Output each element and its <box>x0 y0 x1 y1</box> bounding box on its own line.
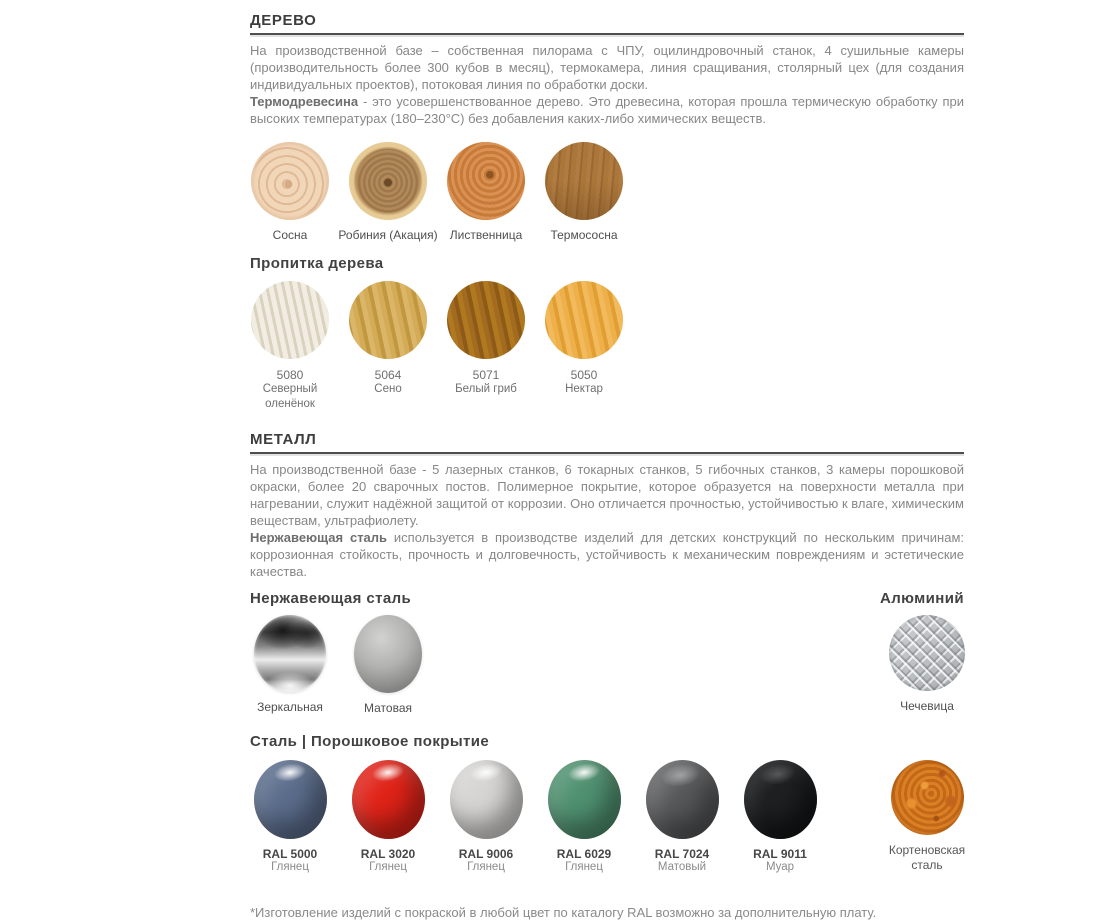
wood-species-thermopine <box>535 142 633 242</box>
impregnation-5071-name: Белый гриб <box>455 383 517 395</box>
impregnation-5064-swatch <box>349 281 427 359</box>
wood-section-rule <box>250 33 964 35</box>
matte-steel-swatch <box>354 615 422 693</box>
impregnation-5071 <box>437 281 535 397</box>
robinia-swatch <box>349 142 427 220</box>
ral-footnote: *Изготовление изделий с покраской в любой цвет по каталогу RAL возможно за дополнительную плату. <box>250 905 877 920</box>
stainless-term: Нержавеющая сталь <box>250 529 388 545</box>
impregnation-5064-name: Сено <box>374 383 402 395</box>
mirror-steel-label: Зеркальная <box>257 699 323 714</box>
ral-7024-finish: Матовый <box>657 860 707 873</box>
metal-paragraph-2-rest: используется в производстве изделий для детских конструкций по нескольким причинам: коррозионная стойкость, прочность и долговечность, устойчивость к механическим повреждениям и эстетические качества. <box>250 529 965 579</box>
wood-species-robinia <box>339 142 437 242</box>
corten-steel-swatch <box>891 760 964 835</box>
thermopine-swatch <box>545 142 623 220</box>
powder-ral-3020 <box>339 760 437 873</box>
powder-title: Сталь | Порошковое покрытие <box>250 732 490 750</box>
thermowood-term: Термодревесина <box>250 94 359 109</box>
wood-section-title: ДЕРЕВО <box>250 12 317 29</box>
diamond-plate-label: Чечевица <box>900 698 954 713</box>
stainless-title: Нержавеющая сталь <box>250 589 412 607</box>
matte-steel-label: Матовая <box>364 700 412 715</box>
powder-ral-5000 <box>241 760 339 873</box>
impregnation-5080-swatch <box>251 281 329 359</box>
wood-species-larch <box>437 142 535 242</box>
impregnation-5080-name: Северный оленёнок <box>262 383 318 410</box>
larch-swatch <box>447 142 525 220</box>
aluminum-title: Алюминий <box>880 589 964 607</box>
pine-label: Сосна <box>272 228 308 242</box>
powder-row <box>241 760 964 874</box>
powder-ral-6029 <box>535 760 633 873</box>
ral-9006-finish: Глянец <box>467 860 505 873</box>
powder-corten <box>878 760 976 874</box>
ral-5000-code: RAL 5000 <box>262 846 318 861</box>
ral-7024-swatch <box>646 760 719 839</box>
impregnation-5064 <box>339 281 437 397</box>
ral-3020-code: RAL 3020 <box>360 846 416 861</box>
impregnation-5071-code: 5071 <box>472 368 500 382</box>
ral-3020-finish: Глянец <box>369 860 407 873</box>
metal-section-title: МЕТАЛЛ <box>250 430 317 448</box>
ral-6029-swatch <box>548 760 621 839</box>
impregnation-5050 <box>535 281 633 397</box>
diamond-plate-swatch <box>889 615 965 691</box>
ral-3020-swatch <box>352 760 425 839</box>
corten-steel-label: Кортеновская сталь <box>888 842 966 873</box>
powder-ral-9006 <box>437 760 535 873</box>
metal-paragraph-1: На производственной базе - 5 лазерных станков, 6 токарных станков, 5 гибочных станков, 3 камеры порошковой окраски, более 20 сварочных постов. Полимерное покрытие, которое образуется на поверхности металла при нагревании, служит надёжной защитой от коррозии. Оно отличается прочностью, устойчивостью к влаге, химическим веществам, ультрафиолету. <box>250 461 964 528</box>
metal-paragraph-2 <box>250 529 964 580</box>
impregnation-5050-swatch <box>545 281 623 359</box>
wood-species-row <box>241 142 964 242</box>
wood-species-pine <box>241 142 339 242</box>
ral-9006-code: RAL 9006 <box>458 846 514 861</box>
wood-paragraph-2 <box>250 93 964 127</box>
wood-intro-text <box>250 42 964 127</box>
impregnation-5080-code: 5080 <box>276 368 304 382</box>
stainless-aluminum-row <box>241 615 964 715</box>
impregnation-row <box>241 281 964 412</box>
content-column <box>250 12 964 920</box>
impregnation-5071-swatch <box>447 281 525 359</box>
ral-7024-code: RAL 7024 <box>654 846 710 861</box>
impregnation-5050-code: 5050 <box>570 368 598 382</box>
larch-label: Лиственница <box>449 228 523 242</box>
metal-finish-headers <box>250 590 964 607</box>
impregnation-title: Пропитка дерева <box>250 255 384 272</box>
ral-9006-swatch <box>450 760 523 839</box>
thermopine-label: Термососна <box>550 228 618 242</box>
stainless-mirror <box>241 615 339 714</box>
ral-9011-code: RAL 9011 <box>753 846 807 861</box>
powder-ral-7024 <box>633 760 731 873</box>
wood-paragraph-2-rest: - это усовершенствованное дерево. Это древесина, которая прошла термическую обработку при высоких температурах (180–230°С) без добавления каких-либо химических веществ. <box>250 94 964 126</box>
metal-intro-text <box>250 461 964 580</box>
ral-5000-finish: Глянец <box>271 860 309 873</box>
impregnation-5050-name: Нектар <box>565 383 603 395</box>
impregnation-5064-code: 5064 <box>374 368 402 382</box>
ral-9011-finish: Муар <box>765 860 795 873</box>
ral-9011-swatch <box>744 760 817 839</box>
powder-ral-9011 <box>731 760 829 873</box>
wood-paragraph-1: На производственной базе – собственная пилорама с ЧПУ, оцилиндровочный станок, 4 сушильные камеры (производительность более 300 кубов в месяц), термокамера, линия сращивания, столярный цех (для создания индивидуальных проектов), потоковая линия по обработки доски. <box>250 43 964 92</box>
stainless-matte <box>339 615 437 715</box>
aluminum-lentil <box>878 615 976 713</box>
ral-6029-finish: Глянец <box>565 860 603 873</box>
metal-section-rule <box>250 452 964 454</box>
robinia-label: Робиния (Акация) <box>338 228 438 242</box>
ral-6029-code: RAL 6029 <box>556 846 612 861</box>
mirror-steel-swatch <box>254 615 326 692</box>
ral-5000-swatch <box>254 760 327 839</box>
impregnation-5080 <box>241 281 339 412</box>
pine-swatch <box>251 142 329 220</box>
